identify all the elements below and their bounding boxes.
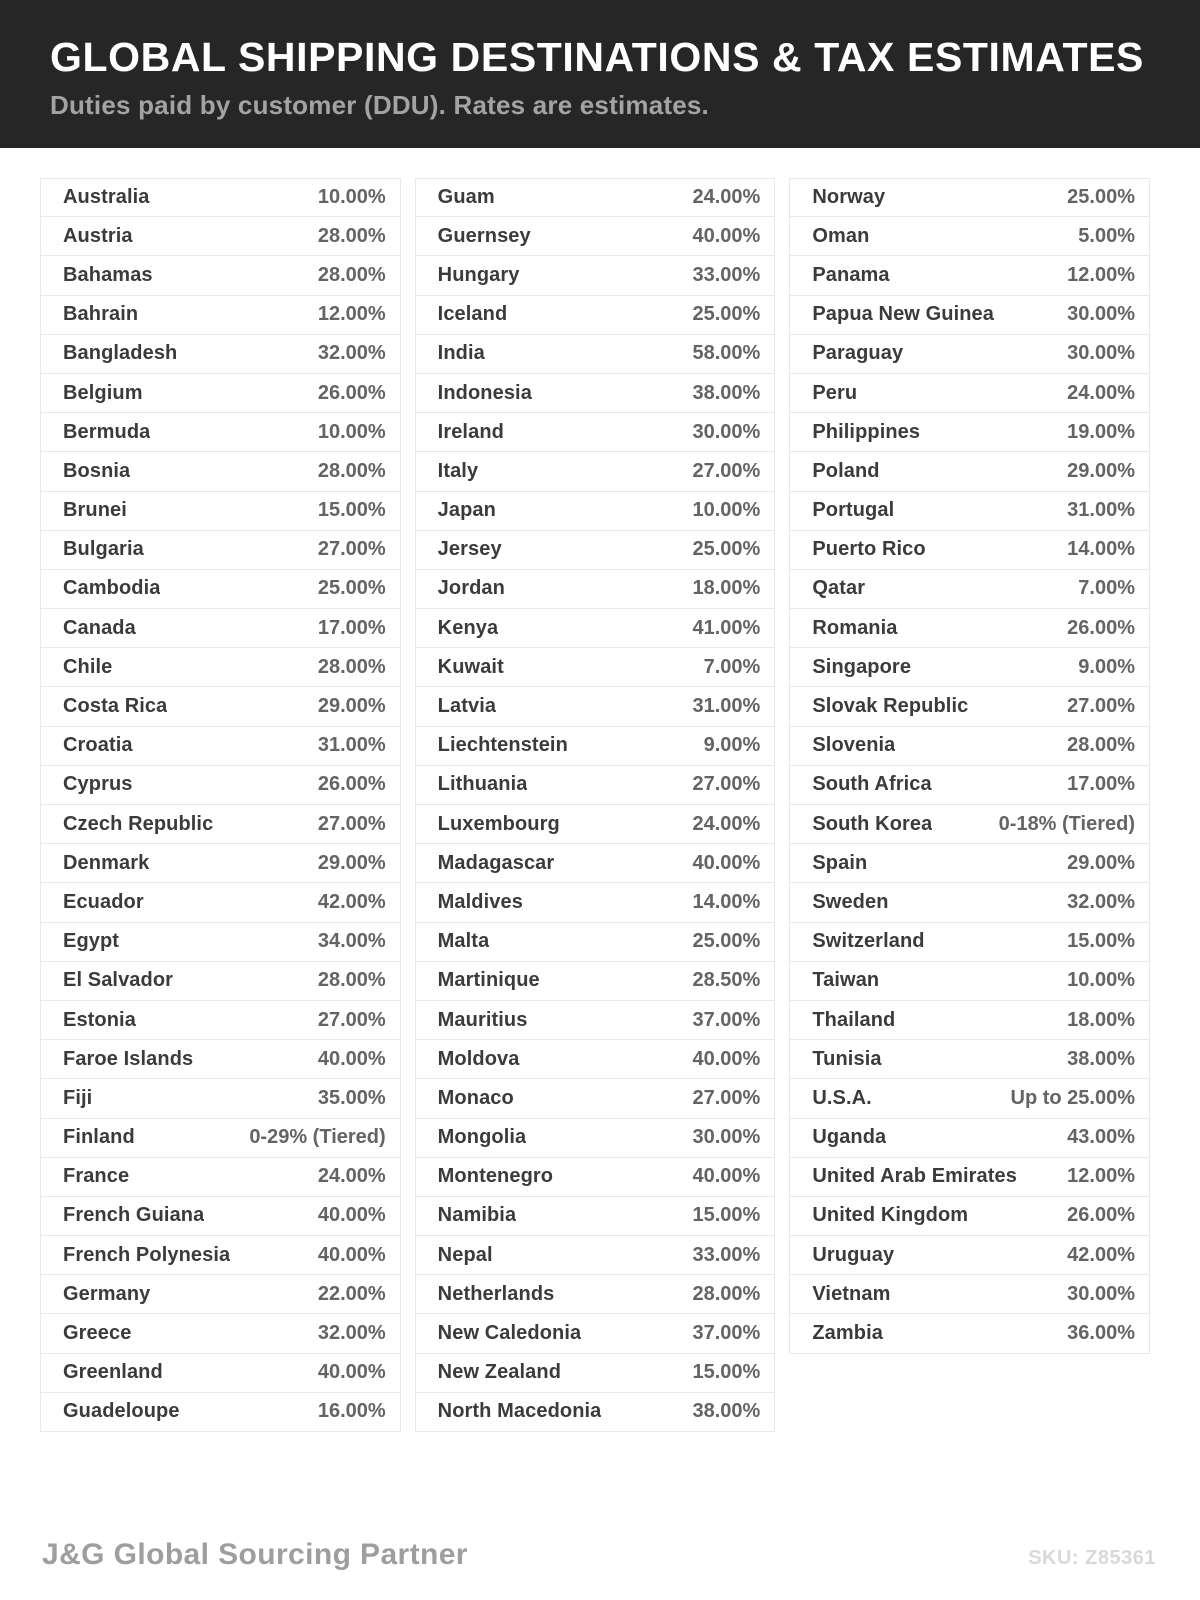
country-name: South Korea [812, 812, 933, 835]
table-row [789, 1079, 1150, 1118]
tax-rate: 40.00% [317, 1361, 386, 1384]
table-row [415, 1314, 776, 1353]
country-name: Sweden [812, 890, 889, 913]
table-row [40, 374, 401, 413]
tax-rate: 29.00% [1067, 851, 1136, 874]
table-row [789, 844, 1150, 883]
table-row [415, 1079, 776, 1118]
table-row [40, 335, 401, 374]
country-name: Lithuania [437, 773, 528, 796]
table-column-3 [789, 178, 1150, 1354]
country-name: Zambia [812, 1322, 883, 1345]
country-name: Ecuador [63, 890, 144, 913]
country-name: Bangladesh [63, 342, 178, 365]
table-row [40, 844, 401, 883]
table-row [789, 452, 1150, 491]
table-row [789, 531, 1150, 570]
page-subtitle: Duties paid by customer (DDU). Rates are estimates. [50, 89, 709, 120]
tax-rate: 27.00% [692, 1086, 761, 1109]
table-row [789, 1040, 1150, 1079]
country-name: Oman [812, 224, 870, 247]
table-row [40, 1236, 401, 1275]
tax-rate: 12.00% [1067, 1165, 1136, 1188]
country-name: Singapore [812, 655, 912, 678]
page-title: GLOBAL SHIPPING DESTINATIONS & TAX ESTIMATES [50, 33, 1144, 80]
table-column-1 [40, 178, 401, 1432]
country-name: Jersey [437, 538, 502, 561]
country-name: New Caledonia [437, 1322, 582, 1345]
table-row [789, 256, 1150, 295]
country-name: Luxembourg [437, 812, 560, 835]
tax-rate: 12.00% [317, 303, 386, 326]
tax-rate: 28.50% [692, 969, 761, 992]
table-row [415, 648, 776, 687]
tax-rate: 42.00% [317, 890, 386, 913]
table-row [40, 1197, 401, 1236]
tax-rate: 22.00% [317, 1282, 386, 1305]
table-row [415, 609, 776, 648]
table-row [40, 883, 401, 922]
tax-rate: 26.00% [1067, 1204, 1136, 1227]
country-name: Mongolia [437, 1126, 527, 1149]
table-row [789, 883, 1150, 922]
table-row [415, 805, 776, 844]
country-name: Uruguay [812, 1243, 895, 1266]
table-row [40, 1354, 401, 1393]
tax-rate: 25.00% [692, 303, 761, 326]
country-name: Finland [63, 1126, 135, 1149]
table-row [415, 217, 776, 256]
country-name: Estonia [63, 1008, 136, 1031]
table-row [789, 413, 1150, 452]
table-row [40, 570, 401, 609]
tax-rate: 27.00% [692, 459, 761, 482]
tax-rate: 30.00% [692, 420, 761, 443]
country-name: Fiji [63, 1086, 93, 1109]
country-name: Jordan [437, 577, 505, 600]
tax-rate: 7.00% [703, 655, 761, 678]
country-name: El Salvador [63, 969, 174, 992]
table-row [40, 1040, 401, 1079]
tax-rate: 40.00% [692, 851, 761, 874]
tax-rate: 26.00% [317, 381, 386, 404]
tax-rate: 26.00% [1067, 616, 1136, 639]
tax-rate: 17.00% [317, 616, 386, 639]
country-name: Austria [63, 224, 133, 247]
country-name: Greenland [63, 1361, 163, 1384]
table-row [40, 687, 401, 726]
country-name: Hungary [437, 263, 520, 286]
tax-rate: 26.00% [317, 773, 386, 796]
country-name: Guadeloupe [63, 1400, 180, 1423]
country-name: Romania [812, 616, 898, 639]
table-row [789, 1236, 1150, 1275]
table-row [789, 178, 1150, 217]
tax-rate: 28.00% [317, 459, 386, 482]
tax-rate: 42.00% [1067, 1243, 1136, 1266]
tax-rate: 27.00% [317, 1008, 386, 1031]
tax-rate: 25.00% [692, 930, 761, 953]
country-name: Czech Republic [63, 812, 214, 835]
country-name: Australia [63, 186, 150, 209]
tax-rate: 16.00% [317, 1400, 386, 1423]
table-row [40, 727, 401, 766]
country-name: Peru [812, 381, 858, 404]
table-row [40, 1314, 401, 1353]
tax-rate: 15.00% [317, 499, 386, 522]
tax-rate: 31.00% [317, 734, 386, 757]
table-row [789, 570, 1150, 609]
tax-rate: 40.00% [692, 224, 761, 247]
country-name: Slovak Republic [812, 695, 969, 718]
tax-rate: 15.00% [1067, 930, 1136, 953]
country-name: U.S.A. [812, 1086, 872, 1109]
country-name: Puerto Rico [812, 538, 926, 561]
tax-rate: 15.00% [692, 1204, 761, 1227]
tax-rate: 32.00% [317, 1322, 386, 1345]
table-row [789, 335, 1150, 374]
country-name: Ireland [437, 420, 504, 443]
table-column-2 [415, 178, 776, 1432]
table-row [789, 1275, 1150, 1314]
table-row [40, 452, 401, 491]
table-row [789, 727, 1150, 766]
tax-rate: 38.00% [1067, 1047, 1136, 1070]
tax-rate: 18.00% [1067, 1008, 1136, 1031]
table-row [415, 413, 776, 452]
country-name: Spain [812, 851, 868, 874]
table-row [40, 1275, 401, 1314]
country-name: French Guiana [63, 1204, 205, 1227]
tax-rate: 36.00% [1067, 1322, 1136, 1345]
tax-rate: 24.00% [1067, 381, 1136, 404]
tax-rate: 30.00% [1067, 342, 1136, 365]
country-name: Guernsey [437, 224, 531, 247]
tax-rate: 40.00% [317, 1204, 386, 1227]
table-row [789, 962, 1150, 1001]
table-row [40, 256, 401, 295]
table-row [789, 687, 1150, 726]
tax-rate: 29.00% [317, 851, 386, 874]
table-row [40, 609, 401, 648]
tax-rate: 25.00% [692, 538, 761, 561]
table-row [40, 962, 401, 1001]
tax-rate: 27.00% [1067, 695, 1136, 718]
tax-rate: 10.00% [1067, 969, 1136, 992]
table-row [415, 492, 776, 531]
tax-rate: 31.00% [692, 695, 761, 718]
tax-rate: 38.00% [692, 1400, 761, 1423]
country-name: Monaco [437, 1086, 514, 1109]
table-row [789, 766, 1150, 805]
rates-table [40, 178, 1150, 1432]
table-row [415, 727, 776, 766]
country-name: Maldives [437, 890, 523, 913]
tax-rate: 9.00% [1078, 655, 1136, 678]
tax-rate: 19.00% [1067, 420, 1136, 443]
country-name: Martinique [437, 969, 540, 992]
tax-rate: 30.00% [1067, 303, 1136, 326]
country-name: Belgium [63, 381, 143, 404]
country-name: South Africa [812, 773, 932, 796]
tax-rate: 32.00% [1067, 890, 1136, 913]
country-name: Cyprus [63, 773, 133, 796]
table-row [415, 687, 776, 726]
table-row [415, 844, 776, 883]
country-name: Thailand [812, 1008, 896, 1031]
tax-rate: 28.00% [317, 224, 386, 247]
country-name: Malta [437, 930, 490, 953]
country-name: Moldova [437, 1047, 520, 1070]
country-name: Kuwait [437, 655, 504, 678]
table-row [40, 923, 401, 962]
country-name: United Arab Emirates [812, 1165, 1017, 1188]
tax-rate: 5.00% [1078, 224, 1136, 247]
table-row [789, 1314, 1150, 1353]
tax-rate: 28.00% [692, 1282, 761, 1305]
table-row [415, 766, 776, 805]
tax-rate: 28.00% [1067, 734, 1136, 757]
brand-name: J&G Global Sourcing Partner [42, 1538, 468, 1571]
table-row [789, 296, 1150, 335]
table-row [415, 570, 776, 609]
tax-rate: 18.00% [692, 577, 761, 600]
country-name: Latvia [437, 695, 497, 718]
table-row [789, 217, 1150, 256]
country-name: Chile [63, 655, 113, 678]
country-name: Japan [437, 499, 496, 522]
tax-rate: 25.00% [1067, 186, 1136, 209]
tax-rate: 12.00% [1067, 263, 1136, 286]
table-row [415, 296, 776, 335]
country-name: Switzerland [812, 930, 925, 953]
table-row [789, 648, 1150, 687]
table-row [40, 1393, 401, 1432]
table-row [789, 1001, 1150, 1040]
tax-rate: 17.00% [1067, 773, 1136, 796]
table-row [415, 1197, 776, 1236]
country-name: Bahamas [63, 263, 153, 286]
tax-rate: 7.00% [1078, 577, 1136, 600]
country-name: France [63, 1165, 130, 1188]
tax-rate: 34.00% [317, 930, 386, 953]
tax-rate: 30.00% [1067, 1282, 1136, 1305]
country-name: Netherlands [437, 1282, 555, 1305]
country-name: Panama [812, 263, 890, 286]
tax-rate: 14.00% [1067, 538, 1136, 561]
table-row [40, 1119, 401, 1158]
tax-rate: 40.00% [317, 1047, 386, 1070]
table-row [415, 335, 776, 374]
country-name: Brunei [63, 499, 127, 522]
table-row [415, 1275, 776, 1314]
tax-rate: 24.00% [692, 812, 761, 835]
country-name: Iceland [437, 303, 508, 326]
tax-rate: 31.00% [1067, 499, 1136, 522]
table-row [40, 766, 401, 805]
tax-rate: 37.00% [692, 1008, 761, 1031]
tax-rate: 33.00% [692, 263, 761, 286]
tax-rate: 58.00% [692, 342, 761, 365]
table-row [789, 492, 1150, 531]
tax-rate: 27.00% [317, 538, 386, 561]
table-row [415, 923, 776, 962]
tax-rate: 29.00% [1067, 459, 1136, 482]
header-banner [0, 0, 1200, 148]
table-row [40, 1079, 401, 1118]
table-row [415, 1040, 776, 1079]
tax-rate: 24.00% [317, 1165, 386, 1188]
table-row [789, 923, 1150, 962]
table-row [415, 531, 776, 570]
tax-rate: 10.00% [692, 499, 761, 522]
country-name: Norway [812, 186, 886, 209]
table-row [40, 1001, 401, 1040]
tax-rate: 32.00% [317, 342, 386, 365]
country-name: Bahrain [63, 303, 139, 326]
tax-rate: 10.00% [317, 186, 386, 209]
tax-rate: 38.00% [692, 381, 761, 404]
table-row [415, 256, 776, 295]
country-name: Greece [63, 1322, 132, 1345]
country-name: Guam [437, 186, 495, 209]
tax-rate: 35.00% [317, 1086, 386, 1109]
tax-rate: 33.00% [692, 1243, 761, 1266]
country-name: United Kingdom [812, 1204, 969, 1227]
table-row [789, 1119, 1150, 1158]
country-name: Egypt [63, 930, 120, 953]
table-row [415, 1393, 776, 1432]
country-name: Qatar [812, 577, 866, 600]
table-row [415, 1354, 776, 1393]
country-name: Canada [63, 616, 136, 639]
country-name: New Zealand [437, 1361, 562, 1384]
tax-rate: 0-29% (Tiered) [249, 1126, 386, 1149]
table-row [789, 374, 1150, 413]
table-row [415, 1001, 776, 1040]
country-name: Faroe Islands [63, 1047, 194, 1070]
country-name: Philippines [812, 420, 921, 443]
table-row [40, 531, 401, 570]
table-row [415, 962, 776, 1001]
tax-rate: 40.00% [692, 1165, 761, 1188]
country-name: Uganda [812, 1126, 887, 1149]
tax-rate: 25.00% [317, 577, 386, 600]
table-row [40, 217, 401, 256]
table-row [789, 1158, 1150, 1197]
country-name: North Macedonia [437, 1400, 602, 1423]
country-name: Slovenia [812, 734, 896, 757]
table-row [40, 413, 401, 452]
table-row [415, 452, 776, 491]
country-name: Bosnia [63, 459, 131, 482]
tax-rate: 24.00% [692, 186, 761, 209]
tax-rate: 28.00% [317, 655, 386, 678]
table-row [789, 805, 1150, 844]
table-row [415, 374, 776, 413]
country-name: Paraguay [812, 342, 904, 365]
table-row [415, 1236, 776, 1275]
country-name: Kenya [437, 616, 499, 639]
country-name: Taiwan [812, 969, 880, 992]
country-name: Germany [63, 1282, 151, 1305]
tax-rate: 28.00% [317, 969, 386, 992]
table-row [40, 492, 401, 531]
country-name: Nepal [437, 1243, 493, 1266]
country-name: Cambodia [63, 577, 161, 600]
country-name: Namibia [437, 1204, 517, 1227]
table-row [789, 609, 1150, 648]
country-name: Costa Rica [63, 695, 168, 718]
table-row [415, 883, 776, 922]
country-name: Bulgaria [63, 538, 144, 561]
tax-rate: 29.00% [317, 695, 386, 718]
country-name: Mauritius [437, 1008, 528, 1031]
country-name: Bermuda [63, 420, 151, 443]
table-row [415, 1158, 776, 1197]
tax-rate: 15.00% [692, 1361, 761, 1384]
country-name: Croatia [63, 734, 133, 757]
country-name: Portugal [812, 499, 895, 522]
sku-label: SKU: Z85361 [1028, 1547, 1156, 1569]
country-name: Montenegro [437, 1165, 554, 1188]
country-name: Liechtenstein [437, 734, 568, 757]
country-name: Indonesia [437, 381, 532, 404]
table-row [40, 178, 401, 217]
country-name: French Polynesia [63, 1243, 231, 1266]
tax-rate: 30.00% [692, 1126, 761, 1149]
country-name: Madagascar [437, 851, 555, 874]
tax-rate: 14.00% [692, 890, 761, 913]
country-name: Italy [437, 459, 479, 482]
country-name: Denmark [63, 851, 150, 874]
table-row [40, 296, 401, 335]
tax-rate: 28.00% [317, 263, 386, 286]
tax-rate: 9.00% [703, 734, 761, 757]
footer [42, 1538, 1156, 1572]
table-row [415, 178, 776, 217]
table-row [789, 1197, 1150, 1236]
table-row [40, 1158, 401, 1197]
country-name: Tunisia [812, 1047, 882, 1070]
country-name: Papua New Guinea [812, 303, 994, 326]
tax-rate: 40.00% [692, 1047, 761, 1070]
tax-rate: 0-18% (Tiered) [998, 812, 1136, 835]
table-row [40, 805, 401, 844]
tax-rate: 37.00% [692, 1322, 761, 1345]
table-row [40, 648, 401, 687]
country-name: Poland [812, 459, 880, 482]
tax-rate: 41.00% [692, 616, 761, 639]
tax-rate: 43.00% [1067, 1126, 1136, 1149]
tax-rate: 10.00% [317, 420, 386, 443]
tax-rate: 27.00% [317, 812, 386, 835]
country-name: India [437, 342, 485, 365]
tax-rate: 40.00% [317, 1243, 386, 1266]
table-row [415, 1119, 776, 1158]
country-name: Vietnam [812, 1282, 891, 1305]
tax-rate: Up to 25.00% [1010, 1086, 1136, 1109]
tax-rate: 27.00% [692, 773, 761, 796]
